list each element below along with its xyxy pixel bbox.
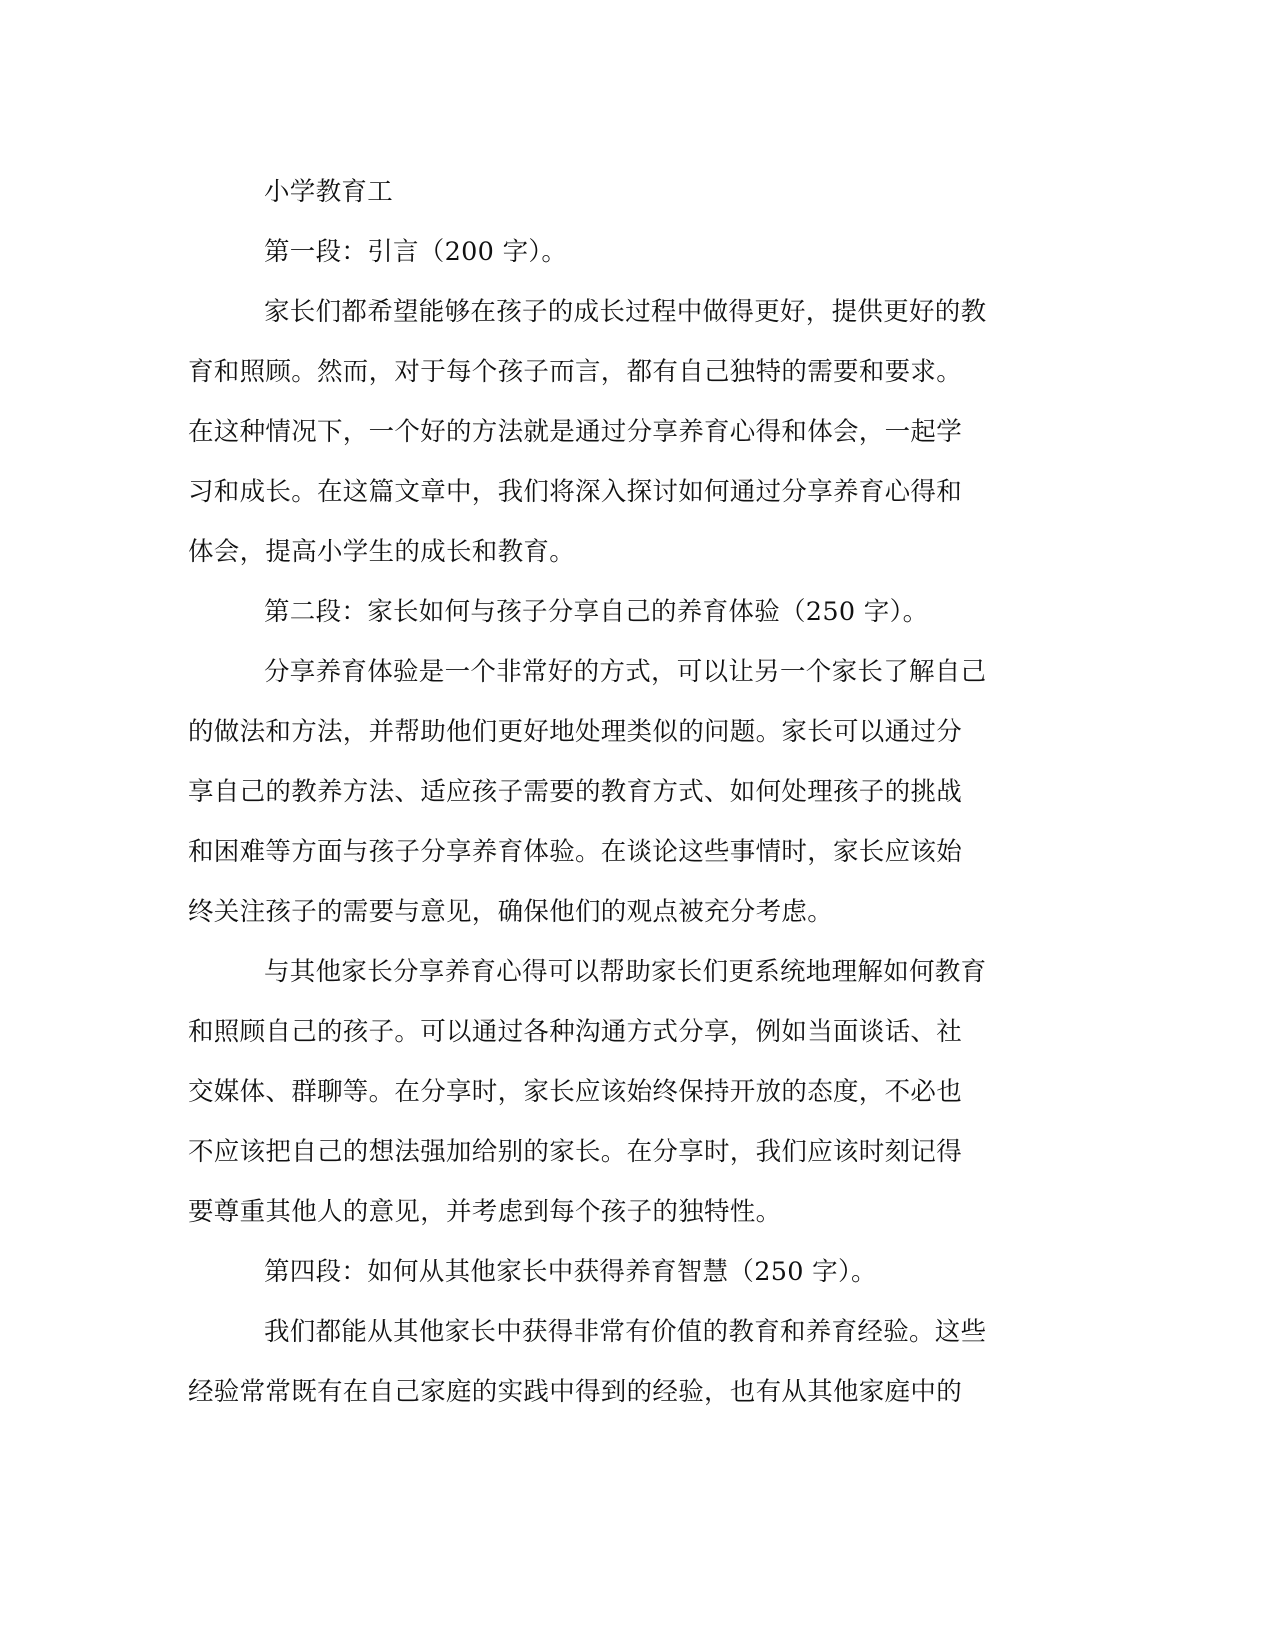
text-line: 分享养育体验是一个非常好的方式，可以让另一个家长了解自己	[264, 657, 987, 687]
paragraph-lines	[188, 222, 1078, 1422]
text-line: 与其他家长分享养育心得可以帮助家长们更系统地理解如何教育	[264, 957, 987, 987]
text-line: 交媒体、群聊等。在分享时，家长应该始终保持开放的态度，不必也	[188, 1077, 963, 1107]
text-line: 育和照顾。然而，对于每个孩子而言，都有自己独特的需要和要求。	[188, 357, 963, 387]
text-line: 享自己的教养方法、适应孩子需要的教育方式、如何处理孩子的挑战	[188, 777, 963, 807]
text-line: 在这种情况下，一个好的方法就是通过分享养育心得和体会，一起学	[188, 417, 963, 447]
text-line: 我们都能从其他家长中获得非常有价值的教育和养育经验。这些	[264, 1317, 987, 1347]
document-title: 小学教育工	[264, 177, 394, 207]
text-line: 和照顾自己的孩子。可以通过各种沟通方式分享，例如当面谈话、社	[188, 1017, 963, 1047]
text-line: 家长们都希望能够在孩子的成长过程中做得更好，提供更好的教	[264, 297, 987, 327]
text-line: 不应该把自己的想法强加给别的家长。在分享时，我们应该时刻记得	[188, 1137, 963, 1167]
document-body	[188, 162, 1078, 1422]
text-line: 经验常常既有在自己家庭的实践中得到的经验，也有从其他家庭中的	[188, 1377, 963, 1407]
text-line: 习和成长。在这篇文章中，我们将深入探讨如何通过分享养育心得和	[188, 477, 963, 507]
text-line: 的做法和方法，并帮助他们更好地处理类似的问题。家长可以通过分	[188, 717, 963, 747]
text-line: 第一段：引言（200 字）。	[264, 237, 568, 267]
text-line: 第二段：家长如何与孩子分享自己的养育体验（250 字）。	[264, 597, 929, 627]
text-line: 体会，提高小学生的成长和教育。	[188, 537, 576, 567]
text-line: 要尊重其他人的意见，并考虑到每个孩子的独特性。	[188, 1197, 782, 1227]
text-line: 第四段：如何从其他家长中获得养育智慧（250 字）。	[264, 1257, 877, 1287]
text-line: 终关注孩子的需要与意见，确保他们的观点被充分考虑。	[188, 897, 834, 927]
text-line: 和困难等方面与孩子分享养育体验。在谈论这些事情时，家长应该始	[188, 837, 963, 867]
